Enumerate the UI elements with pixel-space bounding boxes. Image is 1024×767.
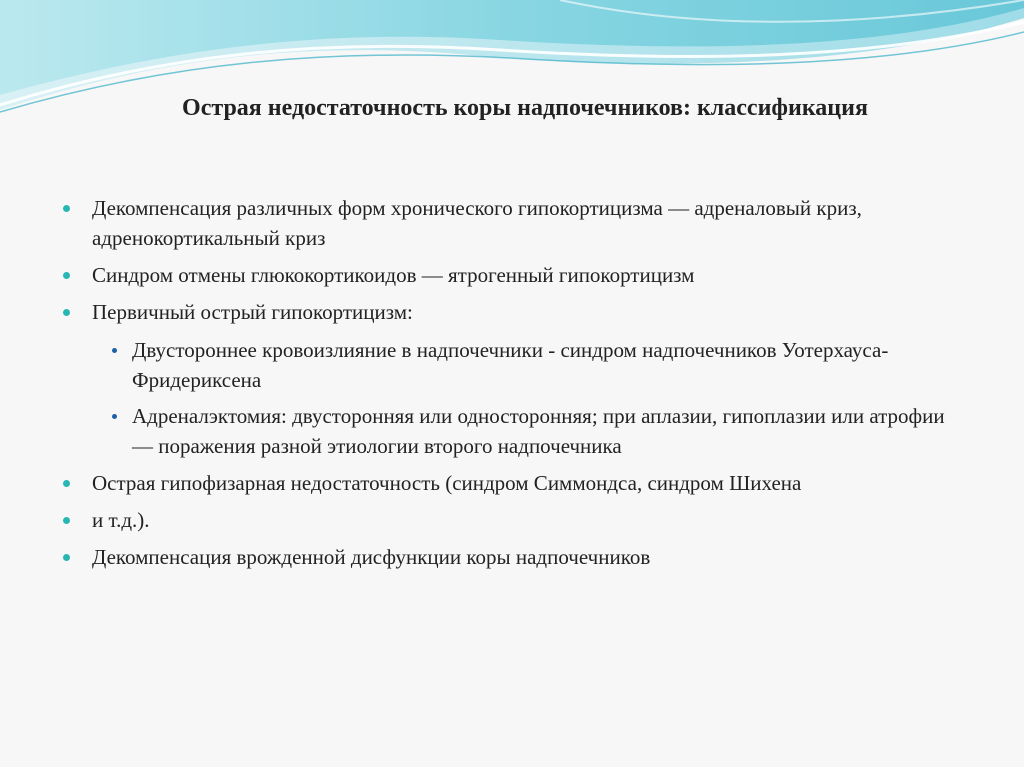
- list-item: [60, 193, 960, 253]
- sub-list-item-text: Двустороннее кровоизлияние в надпочечники - синдром надпочечников Уотерхауса-Фридериксена: [132, 338, 889, 392]
- bullet-dot-icon: [63, 272, 70, 279]
- list-item-text: Первичный острый гипокортицизм:: [92, 300, 413, 324]
- sub-list-item: [92, 335, 960, 395]
- bullet-dot-icon: [63, 309, 70, 316]
- list-item: [60, 297, 960, 461]
- list-item-text: Декомпенсация различных форм хронического гипокортицизма — адреналовый криз, адренокортикальный криз: [92, 196, 862, 250]
- list-item: [60, 260, 960, 290]
- list-item: [60, 542, 960, 572]
- sub-bullet-list: [92, 335, 960, 461]
- sub-bullet-dot-icon: [112, 348, 117, 353]
- list-item-text: Острая гипофизарная недостаточность (синдром Симмондса, синдром Шихена: [92, 471, 802, 495]
- sub-bullet-dot-icon: [112, 414, 117, 419]
- content-area: [60, 193, 960, 579]
- sub-list-item: [92, 401, 960, 461]
- sub-list-item-text: Адреналэктомия: двусторонняя или односторонняя; при аплазии, гипоплазии или атрофии — поражения разной этиологии второго надпочечника: [132, 404, 945, 458]
- slide-title: Острая недостаточность коры надпочечников: классификация: [182, 95, 868, 121]
- list-item-text: Синдром отмены глюкокортикоидов — ятрогенный гипокортицизм: [92, 263, 695, 287]
- list-item: [60, 505, 960, 535]
- bullet-dot-icon: [63, 205, 70, 212]
- bullet-dot-icon: [63, 554, 70, 561]
- bullet-dot-icon: [63, 517, 70, 524]
- bullet-list: [60, 193, 960, 572]
- list-item-text: и т.д.).: [92, 508, 150, 532]
- list-item: [60, 468, 960, 498]
- list-item-text: Декомпенсация врожденной дисфункции коры надпочечников: [92, 545, 651, 569]
- bullet-dot-icon: [63, 480, 70, 487]
